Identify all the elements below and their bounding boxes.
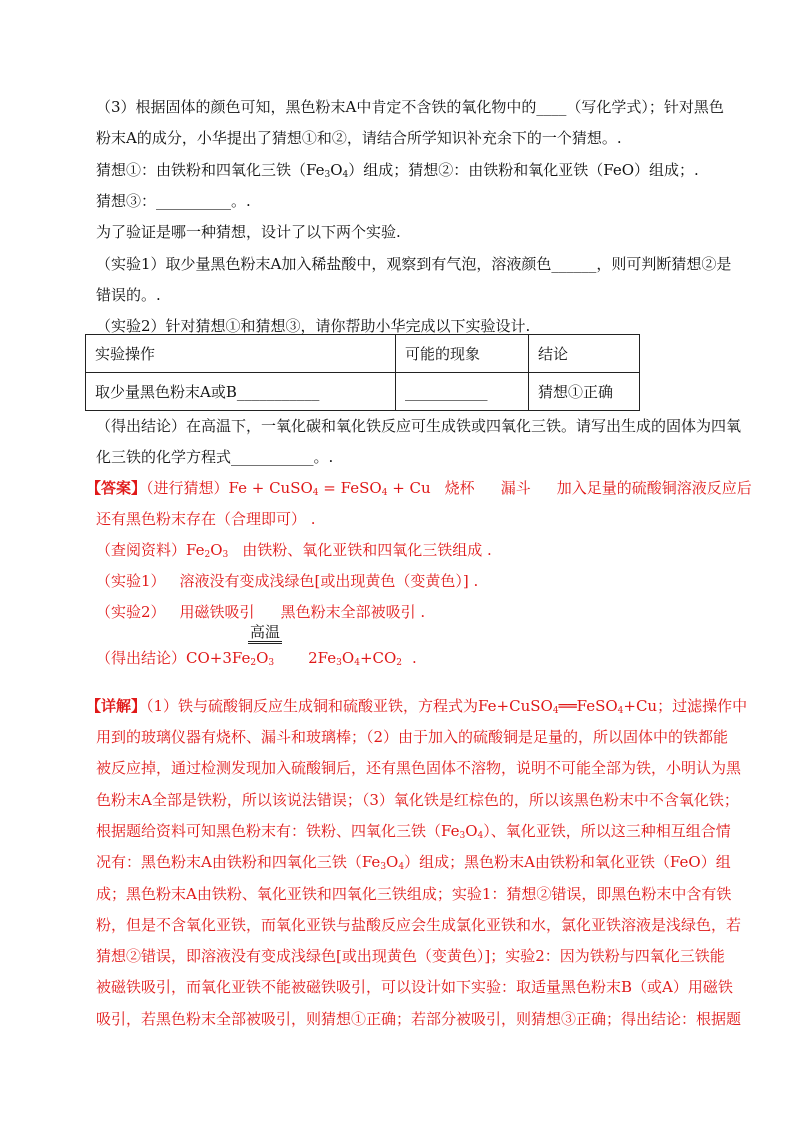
answer-line-6: （得出结论）$CO+3Fe_2O_3$ $2Fe_3O_4+CO_2$ .: [96, 649, 417, 668]
reaction-condition: 高温: [248, 624, 282, 644]
answer-line-3: （查阅资料）$Fe_2O_3$ 由铁粉、氧化亚铁和四氧化三铁组成 .: [96, 541, 492, 560]
table-header: 结论: [529, 335, 640, 373]
experiment-1-line-1: （实验1）取少量黑色粉末A加入稀盐酸中，观察到有气泡，溶液颜色______，则可判断猜想②是: [96, 255, 732, 273]
answer-line-4: （实验1） 溶液没有变成浅绿色[或出现黄色（变黄色）] .: [96, 572, 479, 590]
detail-line-4: 色粉末A全部是铁粉，所以该说法错误；（3）氧化铁是红棕色的，所以该黑色粉末中不含氧化铁；: [96, 791, 739, 809]
conclusion-line-1: （得出结论）在高温下，一氧化碳和氧化铁反应可生成铁或四氧化三铁。请写出生成的固体为四氧: [96, 417, 742, 435]
table-header-row: [86, 335, 640, 373]
detail-line-2: 用到的玻璃仪器有烧杯、漏斗和玻璃棒；（2）由于加入的硫酸铜是足量的，所以固体中的铁都能: [96, 728, 729, 746]
guess-1-2-line: 猜想①：由铁粉和四氧化三铁$(Fe_3O_4)$组成；猜想②：由铁粉和氧化亚铁（FeO）组成；.: [96, 161, 699, 180]
detail-line-11: 吸引，若黑色粉末全部被吸引，则猜想①正确；若部分被吸引，则猜想③正确；得出结论：根据题: [96, 1010, 742, 1028]
table-row: [86, 373, 640, 411]
answer-line-5: （实验2） 用磁铁吸引 黑色粉末全部被吸引 .: [96, 603, 426, 621]
detail-line-3: 被反应掉，通过检测发现加入硫酸铜后，还有黑色固体不溶物，说明不可能全部为铁，小明认为黑: [96, 759, 742, 777]
experiment-1-line-2: 错误的。.: [96, 286, 161, 304]
detail-line-8: 粉，但是不含氧化亚铁，而氧化亚铁与盐酸反应会生成氯化亚铁和水，氯化亚铁溶液是浅绿色，若: [96, 916, 742, 934]
detail-line-7: 成；黑色粉末A由铁粉、氧化亚铁和四氧化三铁组成；实验1：猜想②错误，即黑色粉末中含有铁: [96, 885, 732, 903]
question-3-line-1: （3）根据固体的颜色可知，黑色粉末A中肯定不含铁的氧化物中的____（写化学式）；针对黑色: [96, 98, 724, 116]
table-header: 可能的现象: [396, 335, 529, 373]
experiment-table: [85, 334, 640, 411]
detail-line-5: 根据题给资料可知黑色粉末有：铁粉、四氧化三铁$(Fe_3O_4)$、氧化亚铁，所以这三种相互组合情: [96, 822, 731, 841]
verify-intro: 为了验证是哪一种猜想，设计了以下两个实验.: [96, 223, 401, 241]
experiment-2-intro: （实验2）针对猜想①和猜想③，请你帮助小华完成以下实验设计.: [96, 317, 531, 335]
detail-line-10: 被磁铁吸引，而氧化亚铁不能被磁铁吸引，可以设计如下实验：取适量黑色粉末B（或A）用磁铁: [96, 978, 733, 996]
table-cell: 猜想①正确: [529, 373, 640, 411]
guess-3-line: 猜想③：__________。.: [96, 192, 251, 210]
answer-label: 【答案】: [86, 479, 147, 497]
question-3-line-2: 粉末A的成分，小华提出了猜想①和②，请结合所学知识补充余下的一个猜想。.: [96, 129, 622, 147]
table-cell: ___________: [396, 373, 529, 411]
detail-line-1: 【详解】（1）铁与硫酸铜反应生成铜和硫酸亚铁，方程式为Fe+CuSO$_4$══FeSO$_4$+Cu；过滤操作中: [86, 697, 748, 716]
answer-line-2: 还有黑色粉末存在（合理即可） .: [96, 510, 316, 528]
answer-line-1: 【答案】（进行猜想）Fe + CuSO$_4$ = FeSO$_4$ + Cu 烧杯 漏斗 加入足量的硫酸铜溶液反应后: [86, 479, 752, 498]
detail-label: 【详解】: [86, 697, 147, 715]
detail-line-6: 况有：黑色粉末A由铁粉和四氧化三铁$(Fe_3O_4)$组成；黑色粉末A由铁粉和氧化亚铁（FeO）组: [96, 853, 731, 872]
conclusion-line-2: 化三铁的化学方程式___________。.: [96, 448, 334, 466]
table-header: 实验操作: [86, 335, 396, 373]
detail-line-9: 猜想②错误，即溶液没有变成浅绿色[或出现黄色（变黄色）]；实验2：因为铁粉与四氧化三铁能: [96, 947, 725, 965]
table-cell: 取少量黑色粉末A或B___________: [86, 373, 396, 411]
